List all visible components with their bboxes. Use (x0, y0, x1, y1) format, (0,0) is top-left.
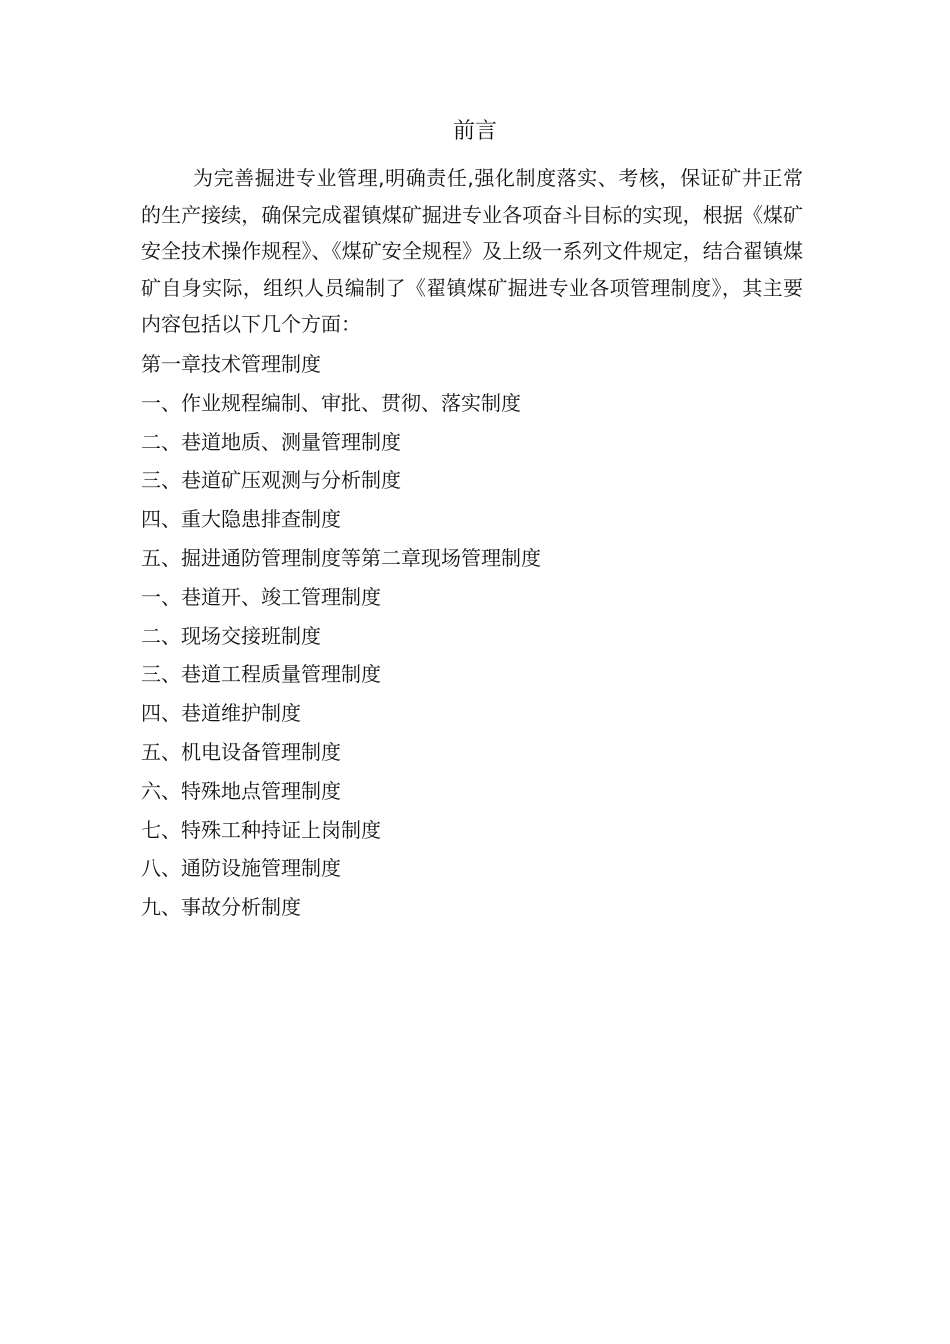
list-item: 四、重大隐患排查制度 (141, 507, 341, 532)
contents-list (141, 345, 821, 927)
list-item: 五、机电设备管理制度 (141, 739, 341, 764)
intro-paragraph: 为完善掘进专业管理,明确责任,强化制度落实、考核，保证矿井正常的生产接续，确保完成翟镇煤矿掘进专业各项奋斗目标的实现，根据《煤矿安全技术操作规程》、《煤矿安全规程》及上级一系列文件规定，结合翟镇煤矿自身实际，组织人员编制了《翟镇煤矿掘进专业各项管理制度》，其主要内容包括以下几个方面： (141, 166, 803, 336)
list-item: 八、通防设施管理制度 (141, 856, 341, 881)
list-item: 六、特殊地点管理制度 (141, 778, 341, 803)
list-item: 二、现场交接班制度 (141, 623, 321, 648)
list-item: 一、作业规程编制、审批、贯彻、落实制度 (141, 390, 521, 415)
list-item: 四、巷道维护制度 (141, 701, 301, 726)
list-item: 五、掘进通防管理制度等第二章现场管理制度 (141, 545, 541, 570)
list-item: 三、巷道工程质量管理制度 (141, 662, 381, 687)
page-title: 前言 (452, 119, 497, 144)
list-item: 九、事故分析制度 (141, 895, 301, 920)
list-item: 三、巷道矿压观测与分析制度 (141, 468, 401, 493)
list-item: 第一章技术管理制度 (141, 352, 321, 376)
list-item: 七、特殊工种持证上岗制度 (141, 817, 381, 842)
list-item: 二、巷道地质、测量管理制度 (141, 429, 401, 454)
list-item: 一、巷道开、竣工管理制度 (141, 584, 381, 609)
